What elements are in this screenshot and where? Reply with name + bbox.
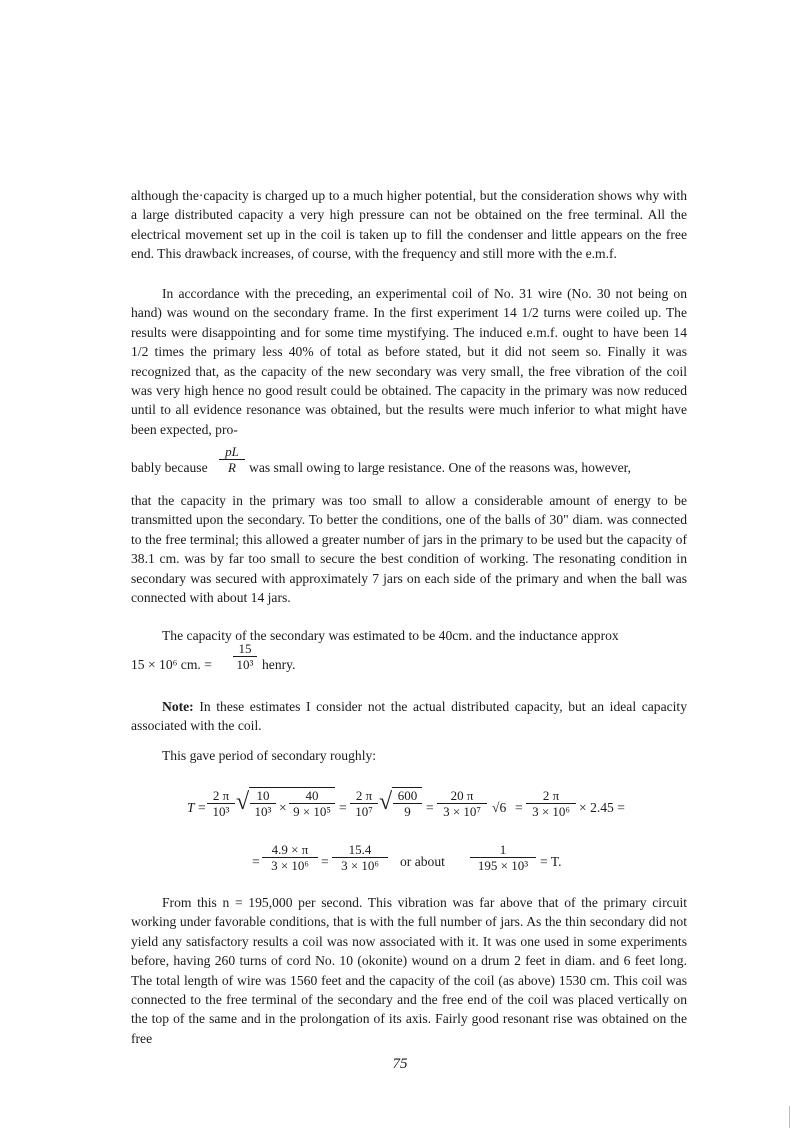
eq2-tail: = T. xyxy=(540,854,562,869)
eq1-eq0: = xyxy=(198,800,206,815)
period-intro: This gave period of secondary roughly: xyxy=(162,748,377,763)
eq1-f1-num: 2 π xyxy=(207,788,235,804)
note-label: Note: xyxy=(162,699,194,714)
eq1-r2-den: 9 × 10⁵ xyxy=(293,804,331,819)
paragraph-2b: that the capacity in the primary was too small to allow a considerable amount of energy to be transmitted upon the secondary. To better the conditions, one of the balls of 30" diam. was connected to the free terminal; this allowed a greater number of jars in the primary to be used but the capacity of 38.1 cm. was by far too small to secure the best condition of working. The resonating condition in secondary was secured with approximately 7 jars on each side of the primary and when the ball was connected with about 14 jars. xyxy=(131,493,687,606)
eq1-frac3 xyxy=(437,788,487,819)
eq1-f1-den: 10³ xyxy=(212,804,230,819)
eq1-r1-num: 10 xyxy=(250,788,276,804)
paragraph-2a: In accordance with the preceding, an experimental coil of No. 31 wire (No. 30 not being on hand) was wound on the secondary frame. In the first experiment 14 1/2 turns were coiled up. The results were disappointing and for some time mystifying. The induced e.m.f. ought to have been 14 1/2 times the primary less 40% of total as before stated, but it did not seem so. Finally it was recognized that, as the capacity of the new secondary was very small, the free vibration of the coil was very high hence no good result could be obtained. The capacity in the primary was now reduced until to all evidence resonance was obtained, but the results were much inferior to what might have been expected, pro- xyxy=(131,286,687,437)
eq1-r3 xyxy=(393,788,422,819)
inductance-unit: henry. xyxy=(262,657,296,672)
eq2-or-about: or about xyxy=(400,854,445,869)
eq1-frac1 xyxy=(207,788,235,819)
pl-over-r-fraction xyxy=(219,444,245,475)
eq2-eq: = xyxy=(321,854,329,869)
note-text: In these estimates I consider not the actual distributed capacity, but an ideal capacity associated with the coil. xyxy=(131,699,687,734)
eq1-f4-num: 2 π xyxy=(526,788,576,804)
inductance-fraction xyxy=(233,641,257,672)
eq1-f3-num: 20 π xyxy=(437,788,487,804)
eq1-eq-a: = xyxy=(339,800,347,815)
eq1-frac2 xyxy=(350,788,378,819)
note-paragraph xyxy=(131,697,687,736)
eq1-r1 xyxy=(250,788,276,819)
para2-inline-before: bably because xyxy=(131,460,208,475)
eq2-frac3 xyxy=(470,842,536,873)
scan-edge-mark xyxy=(789,1106,790,1128)
eq1-r2 xyxy=(289,788,335,819)
eq1-f2-num: 2 π xyxy=(350,788,378,804)
eq1-radical-1: √ xyxy=(236,789,250,815)
eq2-f2-num: 15.4 xyxy=(332,842,388,858)
eq1-tail: × 2.45 = xyxy=(579,800,625,815)
eq1-eq-b: = xyxy=(426,800,434,815)
frac-num: pL xyxy=(219,444,245,460)
inductance-num: 15 xyxy=(233,641,257,657)
paragraph-4: From this n = 195,000 per second. This vibration was far above that of the primary circuit working under favorable conditions, that is with the full number of jars. As the thin secondary did not yield any satisfactory results a coil was now associated with it. It was one used in some experiments before, having 260 turns of cord No. 10 (okonite) wound on a drum 2 feet in diam. and 6 feet long. The total length of wire was 1560 feet and the capacity of the coil (as above) 1530 cm. This coil was connected to the free terminal of the secondary and the free end of the coil was placed vertically on the top of the same and in the prolongation of its axis. Fairly good resonant rise was obtained on the free xyxy=(131,895,687,1046)
page-number: 75 xyxy=(392,1056,408,1072)
eq2-lead: = xyxy=(252,854,260,869)
eq1-f3-den: 3 × 10⁷ xyxy=(443,804,481,819)
eq2-f1-den: 3 × 10⁶ xyxy=(271,858,309,873)
eq1-radical-2: √ xyxy=(379,789,393,815)
inductance-lhs: 15 × 10⁶ cm. = xyxy=(131,657,212,672)
eq2-frac2 xyxy=(332,842,388,873)
paragraph-3: The capacity of the secondary was estimated to be 40cm. and the inductance approx xyxy=(162,628,619,643)
eq1-frac4 xyxy=(526,788,576,819)
eq2-f1-num: 4.9 × π xyxy=(262,842,318,858)
paragraph-1: although the·capacity is charged up to a much higher potential, but the consideration shows why with a large distributed capacity a very high pressure can not be obtained on the free terminal. All the electrical movement set up in the coil is taken up to fill the condenser and little appears on the free end. This drawback increases, of course, with the frequency and still more with the e.m.f. xyxy=(131,188,687,262)
eq2-frac1 xyxy=(262,842,318,873)
eq2-f3-num: 1 xyxy=(470,842,536,858)
eq1-sqrt6: √6 xyxy=(492,800,507,815)
frac-den: R xyxy=(228,460,236,475)
eq2-f3-den: 195 × 10³ xyxy=(477,858,529,873)
para2-inline-after: was small owing to large resistance. One of the reasons was, however, xyxy=(249,460,631,475)
eq1-f4-den: 3 × 10⁶ xyxy=(532,804,570,819)
eq1-T: T xyxy=(187,800,195,815)
eq1-r3-num: 600 xyxy=(393,788,422,804)
eq1-r2-num: 40 xyxy=(289,788,335,804)
eq1-r1-den: 10³ xyxy=(254,804,272,819)
inductance-den: 10³ xyxy=(236,657,254,672)
eq1-times: × xyxy=(279,800,287,815)
eq1-r3-den: 9 xyxy=(404,804,411,819)
eq1-f2-den: 10⁷ xyxy=(355,804,373,819)
eq2-f2-den: 3 × 10⁶ xyxy=(341,858,379,873)
eq1-eq-c: = xyxy=(515,800,523,815)
